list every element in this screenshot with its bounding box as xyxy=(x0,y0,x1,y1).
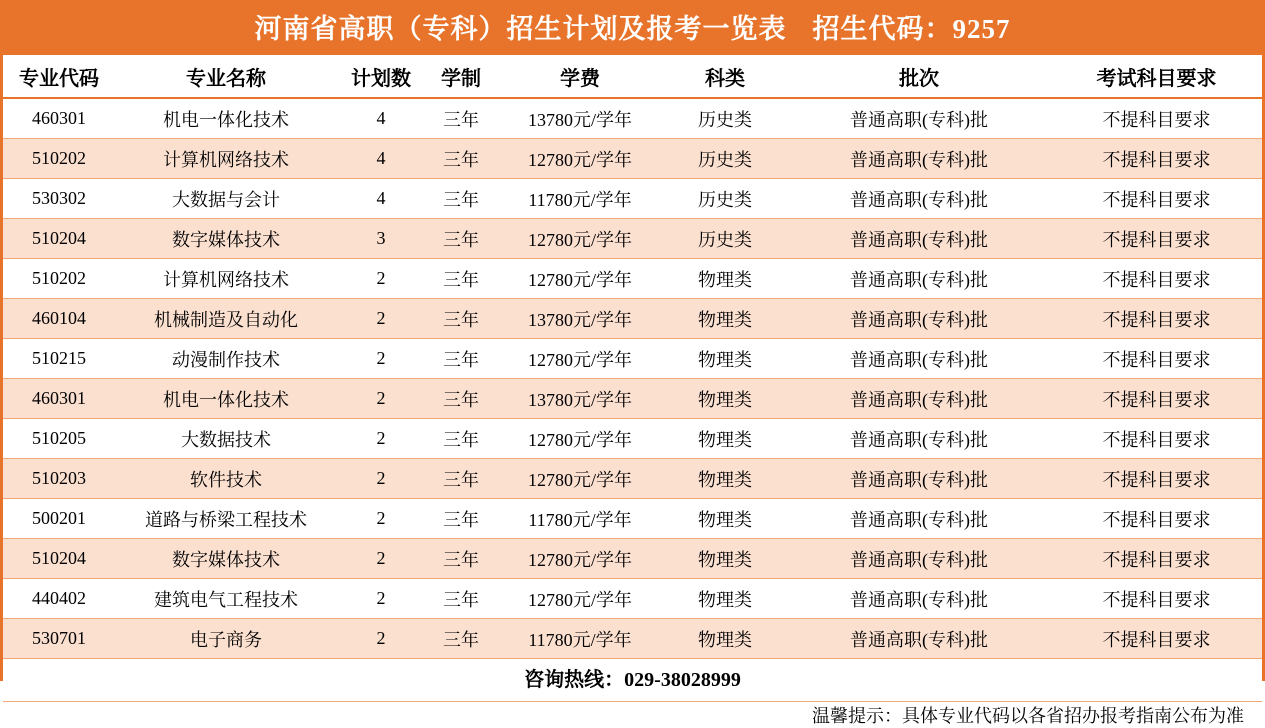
cell-subject-requirement: 不提科目要求 xyxy=(1051,339,1262,379)
footer-note: 温馨提示：具体专业代码以各省招办报考指南公布为准 xyxy=(3,702,1262,728)
cell-tuition: 12780元/学年 xyxy=(497,219,663,259)
column-header-plan-count: 计划数 xyxy=(337,55,425,98)
hotline: 咨询热线：029-38028999 xyxy=(3,659,1262,702)
cell-tuition: 12780元/学年 xyxy=(497,259,663,299)
cell-batch: 普通高职(专科)批 xyxy=(787,419,1051,459)
cell-major-name: 大数据技术 xyxy=(115,419,337,459)
cell-batch: 普通高职(专科)批 xyxy=(787,179,1051,219)
cell-batch: 普通高职(专科)批 xyxy=(787,299,1051,339)
table-row xyxy=(3,259,1262,299)
cell-subject-requirement: 不提科目要求 xyxy=(1051,579,1262,619)
cell-batch: 普通高职(专科)批 xyxy=(787,619,1051,659)
cell-major-name: 动漫制作技术 xyxy=(115,339,337,379)
table-row xyxy=(3,299,1262,339)
table-row xyxy=(3,539,1262,579)
cell-plan-count: 2 xyxy=(337,419,425,459)
cell-tuition: 12780元/学年 xyxy=(497,539,663,579)
cell-subject-requirement: 不提科目要求 xyxy=(1051,139,1262,179)
column-header-major-name: 专业名称 xyxy=(115,55,337,98)
cell-tuition: 11780元/学年 xyxy=(497,499,663,539)
column-header-tuition: 学费 xyxy=(497,55,663,98)
column-header-duration: 学制 xyxy=(425,55,497,98)
cell-batch: 普通高职(专科)批 xyxy=(787,499,1051,539)
cell-major-code: 510203 xyxy=(3,459,115,499)
cell-category: 物理类 xyxy=(663,419,787,459)
cell-duration: 三年 xyxy=(425,459,497,499)
cell-major-name: 电子商务 xyxy=(115,619,337,659)
cell-plan-count: 2 xyxy=(337,459,425,499)
cell-category: 物理类 xyxy=(663,339,787,379)
cell-plan-count: 4 xyxy=(337,98,425,139)
column-header-subject-requirement: 考试科目要求 xyxy=(1051,55,1262,98)
cell-batch: 普通高职(专科)批 xyxy=(787,139,1051,179)
cell-major-code: 510204 xyxy=(3,219,115,259)
cell-batch: 普通高职(专科)批 xyxy=(787,339,1051,379)
cell-category: 物理类 xyxy=(663,379,787,419)
column-header-major-code: 专业代码 xyxy=(3,55,115,98)
cell-major-code: 460104 xyxy=(3,299,115,339)
cell-major-name: 建筑电气工程技术 xyxy=(115,579,337,619)
table-row xyxy=(3,98,1262,139)
table-row xyxy=(3,579,1262,619)
cell-plan-count: 2 xyxy=(337,299,425,339)
table-header-row xyxy=(3,55,1262,98)
cell-major-code: 510202 xyxy=(3,259,115,299)
cell-major-code: 440402 xyxy=(3,579,115,619)
cell-duration: 三年 xyxy=(425,619,497,659)
cell-tuition: 13780元/学年 xyxy=(497,299,663,339)
cell-duration: 三年 xyxy=(425,219,497,259)
cell-category: 历史类 xyxy=(663,179,787,219)
cell-duration: 三年 xyxy=(425,579,497,619)
cell-plan-count: 2 xyxy=(337,579,425,619)
table-row xyxy=(3,139,1262,179)
cell-major-code: 510202 xyxy=(3,139,115,179)
cell-major-code: 510205 xyxy=(3,419,115,459)
cell-plan-count: 2 xyxy=(337,619,425,659)
cell-major-name: 数字媒体技术 xyxy=(115,219,337,259)
page-title xyxy=(3,3,1262,55)
cell-category: 物理类 xyxy=(663,539,787,579)
cell-major-name: 计算机网络技术 xyxy=(115,139,337,179)
cell-category: 历史类 xyxy=(663,139,787,179)
cell-batch: 普通高职(专科)批 xyxy=(787,379,1051,419)
cell-major-code: 510204 xyxy=(3,539,115,579)
cell-subject-requirement: 不提科目要求 xyxy=(1051,299,1262,339)
cell-tuition: 11780元/学年 xyxy=(497,179,663,219)
admission-code: 招生代码：9257 xyxy=(812,14,1011,44)
cell-subject-requirement: 不提科目要求 xyxy=(1051,98,1262,139)
page-title-text: 河南省高职（专科）招生计划及报考一览表 xyxy=(254,14,787,44)
cell-tuition: 12780元/学年 xyxy=(497,339,663,379)
cell-batch: 普通高职(专科)批 xyxy=(787,459,1051,499)
cell-plan-count: 2 xyxy=(337,499,425,539)
cell-duration: 三年 xyxy=(425,419,497,459)
cell-category: 物理类 xyxy=(663,299,787,339)
table-row xyxy=(3,419,1262,459)
cell-category: 历史类 xyxy=(663,98,787,139)
cell-plan-count: 2 xyxy=(337,379,425,419)
cell-duration: 三年 xyxy=(425,299,497,339)
cell-tuition: 11780元/学年 xyxy=(497,619,663,659)
cell-tuition: 12780元/学年 xyxy=(497,139,663,179)
cell-subject-requirement: 不提科目要求 xyxy=(1051,179,1262,219)
cell-batch: 普通高职(专科)批 xyxy=(787,579,1051,619)
cell-major-code: 530701 xyxy=(3,619,115,659)
cell-subject-requirement: 不提科目要求 xyxy=(1051,499,1262,539)
cell-plan-count: 2 xyxy=(337,339,425,379)
cell-category: 物理类 xyxy=(663,619,787,659)
cell-batch: 普通高职(专科)批 xyxy=(787,219,1051,259)
cell-plan-count: 2 xyxy=(337,259,425,299)
cell-tuition: 12780元/学年 xyxy=(497,579,663,619)
cell-duration: 三年 xyxy=(425,539,497,579)
cell-tuition: 13780元/学年 xyxy=(497,379,663,419)
cell-subject-requirement: 不提科目要求 xyxy=(1051,459,1262,499)
cell-batch: 普通高职(专科)批 xyxy=(787,259,1051,299)
cell-tuition: 13780元/学年 xyxy=(497,98,663,139)
plan-table xyxy=(3,55,1262,659)
cell-category: 物理类 xyxy=(663,259,787,299)
cell-major-name: 道路与桥梁工程技术 xyxy=(115,499,337,539)
table-row xyxy=(3,339,1262,379)
cell-major-code: 510215 xyxy=(3,339,115,379)
cell-plan-count: 4 xyxy=(337,179,425,219)
cell-subject-requirement: 不提科目要求 xyxy=(1051,539,1262,579)
cell-category: 物理类 xyxy=(663,579,787,619)
cell-tuition: 12780元/学年 xyxy=(497,459,663,499)
cell-major-code: 500201 xyxy=(3,499,115,539)
cell-duration: 三年 xyxy=(425,379,497,419)
cell-major-name: 计算机网络技术 xyxy=(115,259,337,299)
cell-duration: 三年 xyxy=(425,179,497,219)
table-row xyxy=(3,179,1262,219)
cell-category: 物理类 xyxy=(663,499,787,539)
cell-category: 历史类 xyxy=(663,219,787,259)
cell-tuition: 12780元/学年 xyxy=(497,419,663,459)
cell-major-name: 大数据与会计 xyxy=(115,179,337,219)
table-row xyxy=(3,379,1262,419)
table-row xyxy=(3,459,1262,499)
cell-subject-requirement: 不提科目要求 xyxy=(1051,419,1262,459)
cell-duration: 三年 xyxy=(425,139,497,179)
cell-category: 物理类 xyxy=(663,459,787,499)
cell-major-code: 460301 xyxy=(3,379,115,419)
cell-subject-requirement: 不提科目要求 xyxy=(1051,259,1262,299)
cell-duration: 三年 xyxy=(425,499,497,539)
cell-batch: 普通高职(专科)批 xyxy=(787,98,1051,139)
cell-major-name: 机械制造及自动化 xyxy=(115,299,337,339)
table-row xyxy=(3,219,1262,259)
cell-batch: 普通高职(专科)批 xyxy=(787,539,1051,579)
cell-subject-requirement: 不提科目要求 xyxy=(1051,219,1262,259)
cell-duration: 三年 xyxy=(425,339,497,379)
table-row xyxy=(3,619,1262,659)
cell-major-code: 530302 xyxy=(3,179,115,219)
cell-plan-count: 4 xyxy=(337,139,425,179)
cell-subject-requirement: 不提科目要求 xyxy=(1051,619,1262,659)
cell-subject-requirement: 不提科目要求 xyxy=(1051,379,1262,419)
cell-plan-count: 2 xyxy=(337,539,425,579)
cell-major-name: 软件技术 xyxy=(115,459,337,499)
cell-duration: 三年 xyxy=(425,259,497,299)
cell-major-name: 机电一体化技术 xyxy=(115,379,337,419)
cell-duration: 三年 xyxy=(425,98,497,139)
cell-major-code: 460301 xyxy=(3,98,115,139)
column-header-category: 科类 xyxy=(663,55,787,98)
column-header-batch: 批次 xyxy=(787,55,1051,98)
cell-major-name: 数字媒体技术 xyxy=(115,539,337,579)
cell-plan-count: 3 xyxy=(337,219,425,259)
cell-major-name: 机电一体化技术 xyxy=(115,98,337,139)
table-row xyxy=(3,499,1262,539)
